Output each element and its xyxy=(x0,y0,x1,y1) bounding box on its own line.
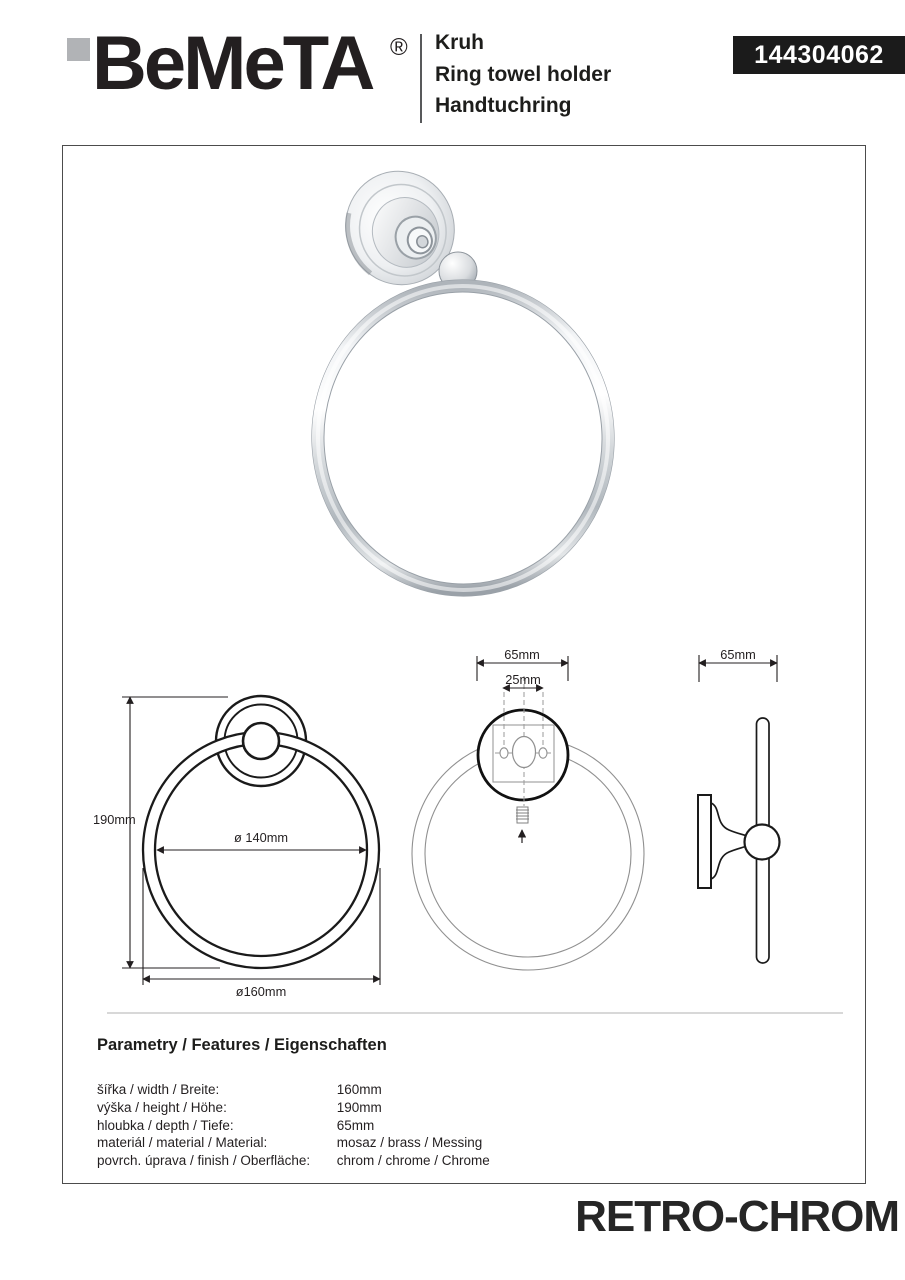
outer-diameter-dim-label: ø160mm xyxy=(235,984,287,999)
hole-spacing-dim-label: 25mm xyxy=(505,672,541,687)
depth-dim-label: 65mm xyxy=(720,647,756,662)
product-name-en: Ring towel holder xyxy=(435,62,612,86)
inner-diameter-dim-label: ø 140mm xyxy=(233,830,289,845)
plate-width-dim-label: 65mm xyxy=(504,647,540,662)
registered-trademark-icon: ® xyxy=(390,34,408,61)
chrome-ring xyxy=(304,272,622,600)
parameters-table xyxy=(97,1081,490,1170)
parameters-title: Parametry / Features / Eigenschaften xyxy=(97,1036,387,1054)
header-divider xyxy=(420,34,422,123)
product-names xyxy=(435,27,611,122)
drawing-side-view xyxy=(698,647,780,963)
height-dim-label: 190mm xyxy=(93,812,136,827)
param-value-finish: chrom / chrome / Chrome xyxy=(336,1153,490,1169)
series-name: RETRO-CHROM xyxy=(575,1192,899,1241)
param-value-depth: 65mm xyxy=(336,1117,375,1133)
product-code-badge: 144304062 xyxy=(733,36,905,74)
technical-drawings xyxy=(62,628,866,1020)
table-row xyxy=(97,1152,490,1170)
param-label-width: šířka / width / Breite: xyxy=(97,1082,220,1097)
product-name-de: Handtuchring xyxy=(435,94,572,117)
bemeta-logo: BeMeTA xyxy=(92,21,373,106)
param-value-height: 190mm xyxy=(336,1099,382,1115)
drawing-mount-view xyxy=(412,647,644,970)
param-label-depth: hloubka / depth / Tiefe: xyxy=(97,1117,234,1133)
table-row xyxy=(97,1134,490,1152)
drawing-front-view xyxy=(93,696,380,999)
param-value-width: 160mm xyxy=(336,1082,382,1097)
param-label-finish: povrch. úprava / finish / Oberfläche: xyxy=(97,1153,311,1169)
screw-symbol xyxy=(516,807,529,823)
logo-gray-square xyxy=(67,38,90,61)
table-row xyxy=(97,1099,490,1117)
param-label-material: materiál / material / Material: xyxy=(97,1135,268,1151)
param-value-material: mosaz / brass / Messing xyxy=(336,1135,483,1151)
table-row xyxy=(97,1081,490,1099)
table-row xyxy=(97,1117,490,1135)
product-photo xyxy=(300,160,630,600)
product-name-cs: Kruh xyxy=(435,31,484,54)
param-label-height: výška / height / Höhe: xyxy=(97,1099,227,1115)
parameters-section xyxy=(97,1036,490,1170)
